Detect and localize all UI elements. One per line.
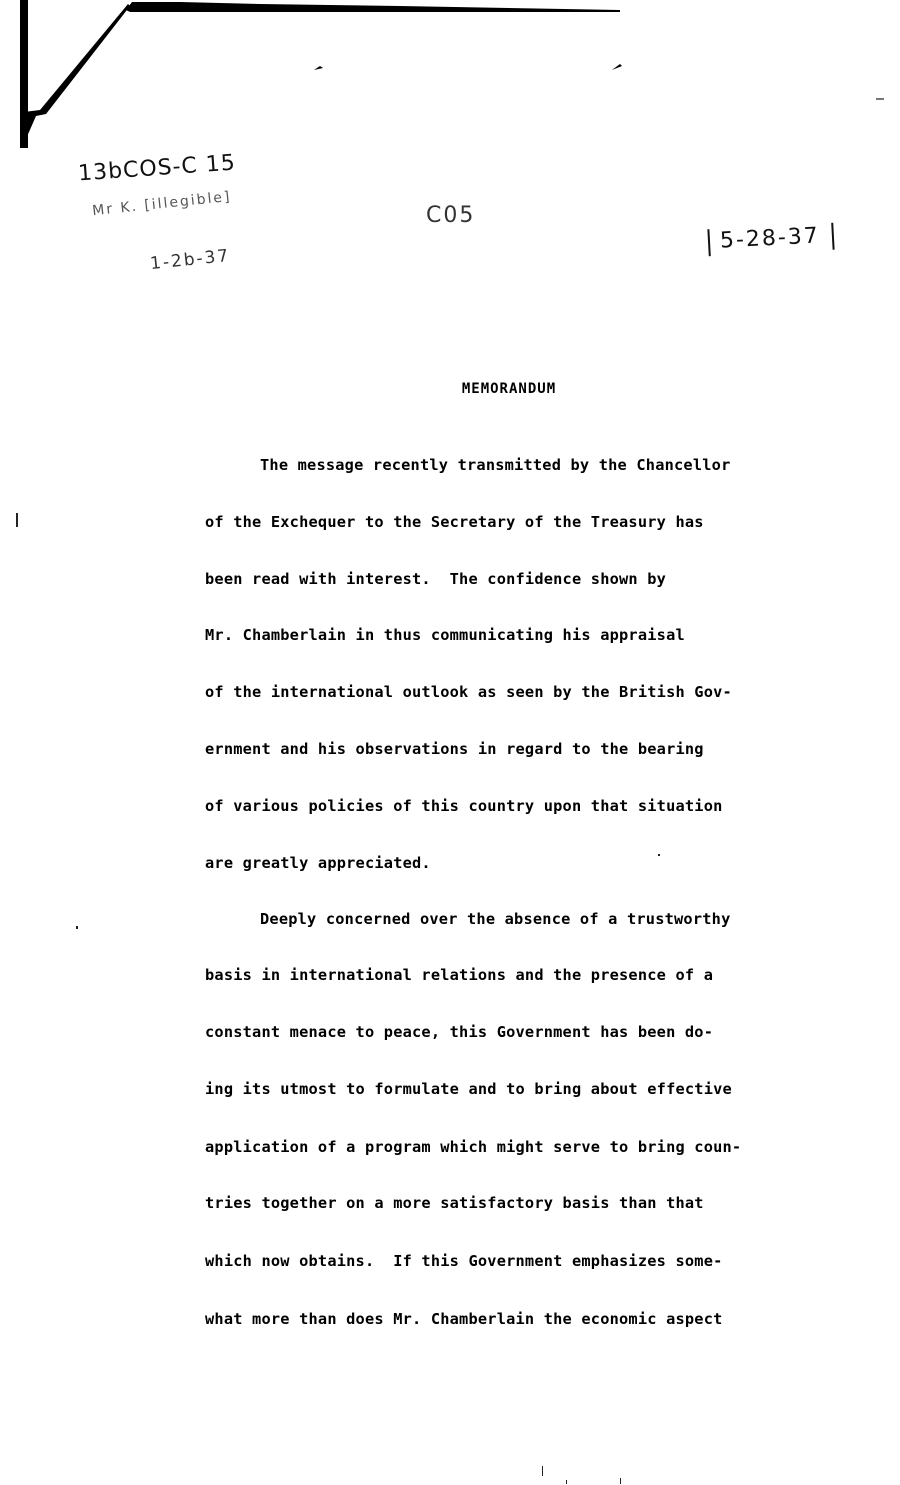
- body-line: application of a program which might serve to bring coun-: [205, 1138, 742, 1156]
- body-line: what more than does Mr. Chamberlain the economic aspect: [205, 1310, 723, 1328]
- handwritten-date: 5-28-37: [707, 223, 834, 257]
- body-line: which now obtains. If this Government emphasizes some-: [205, 1252, 723, 1270]
- body-line: of various policies of this country upon that situation: [205, 797, 723, 815]
- body-line: ing its utmost to formulate and to bring about effective: [205, 1080, 732, 1098]
- body-line: Mr. Chamberlain in thus communicating his appraisal: [205, 626, 685, 644]
- handwritten-margin-note-2: 1-2b-37: [149, 245, 232, 275]
- body-line: Deeply concerned over the absence of a trustworthy: [260, 910, 731, 928]
- speck: [620, 1478, 621, 1484]
- edge-mark: [876, 98, 884, 100]
- body-line: tries together on a more satisfactory basis than that: [205, 1194, 704, 1212]
- speck: [658, 854, 660, 856]
- body-line: of the Exchequer to the Secretary of the Treasury has: [205, 513, 704, 531]
- body-line: constant menace to peace, this Government has been do-: [205, 1023, 714, 1041]
- handwritten-page-mark: C05: [426, 203, 476, 228]
- margin-tick: [16, 513, 18, 527]
- body-line: are greatly appreciated.: [205, 854, 431, 872]
- speck: [542, 1466, 543, 1476]
- body-line: ernment and his observations in regard to the bearing: [205, 740, 704, 758]
- handwritten-file-number: 13bCOS-C 15: [77, 150, 237, 187]
- margin-dot: [76, 926, 78, 929]
- handwritten-margin-note: Mr K. [illegible]: [91, 188, 233, 220]
- body-line: been read with interest. The confidence shown by: [205, 570, 667, 588]
- document-title: MEMORANDUM: [461, 381, 557, 397]
- body-line: of the international outlook as seen by the British Gov-: [205, 683, 732, 701]
- scan-corner-mark: [0, 0, 900, 160]
- speck: [566, 1480, 567, 1484]
- body-line: The message recently transmitted by the Chancellor: [260, 456, 731, 474]
- body-line: basis in international relations and the presence of a: [205, 966, 714, 984]
